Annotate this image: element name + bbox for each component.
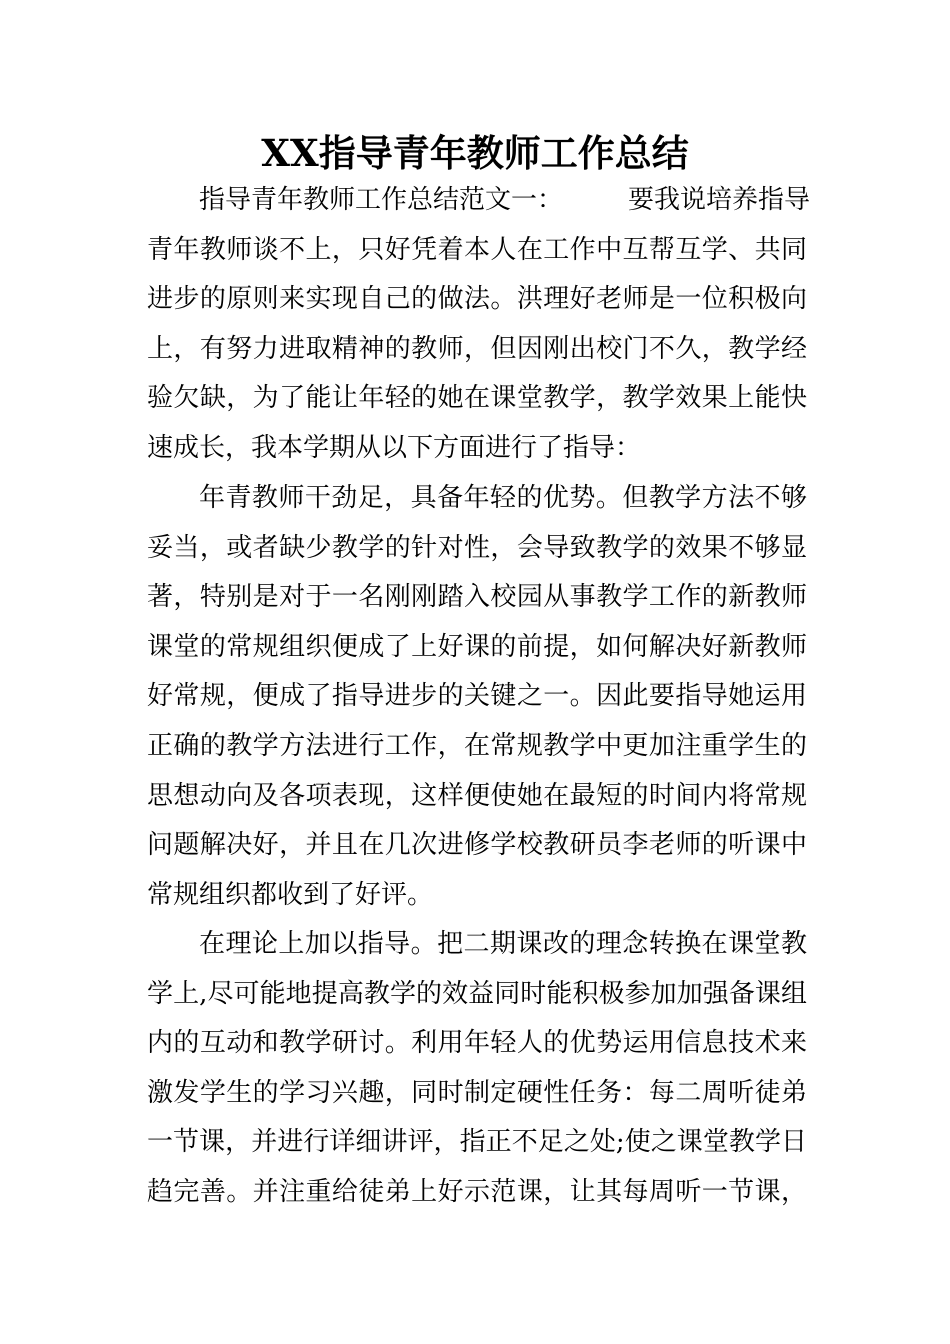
text-line: 正确的教学方法进行工作，在常规教学中更加注重学生的 bbox=[147, 730, 807, 761]
text-line: 激发学生的学习兴趣，同时制定硬性任务：每二周听徒弟 bbox=[147, 1077, 807, 1108]
text-line: 著，特别是对于一名刚刚踏入校园从事教学工作的新教师 bbox=[147, 582, 807, 613]
text-line: 上，有努力进取精神的教师，但因刚出校门不久，教学经 bbox=[147, 333, 807, 364]
text-line: 常规组织都收到了好评。 bbox=[147, 879, 434, 910]
text-line: 进步的原则来实现自己的做法。洪理好老师是一位积极向 bbox=[147, 284, 807, 315]
text-line: 好常规，便成了指导进步的关键之一。因此要指导她运用 bbox=[147, 681, 807, 712]
text-line: 在理论上加以指导。把二期课改的理念转换在课堂教 bbox=[199, 929, 807, 959]
text-line: 趋完善。并注重给徒弟上好示范课，让其每周听一节课， bbox=[147, 1176, 807, 1207]
text-line: 学上,尽可能地提高教学的效益同时能积极参加加强备课组 bbox=[147, 978, 807, 1009]
paragraph-3 bbox=[147, 920, 807, 1218]
text-line: 问题解决好，并且在几次进修学校教研员李老师的听课中 bbox=[147, 830, 807, 861]
text-line: 指导青年教师工作总结范文一： 要我说培养指导 bbox=[199, 185, 811, 215]
text-line: 验欠缺，为了能让年轻的她在课堂教学，教学效果上能快 bbox=[147, 383, 807, 414]
document-title: XX指导青年教师工作总结 bbox=[261, 131, 689, 175]
paragraph-1 bbox=[147, 176, 811, 474]
paragraph-2 bbox=[147, 474, 807, 920]
text-line: 思想动向及各项表现，这样便使她在最短的时间内将常规 bbox=[147, 780, 807, 811]
text-line: 妥当，或者缺少教学的针对性，会导致教学的效果不够显 bbox=[147, 532, 807, 563]
text-line: 年青教师干劲足，具备年轻的优势。但教学方法不够 bbox=[199, 483, 807, 513]
text-line: 一节课，并进行详细讲评，指正不足之处;使之课堂教学日 bbox=[147, 1127, 807, 1158]
text-line: 青年教师谈不上，只好凭着本人在工作中互帮互学、共同 bbox=[147, 234, 807, 265]
text-line: 课堂的常规组织便成了上好课的前提，如何解决好新教师 bbox=[147, 631, 807, 662]
text-line: 速成长，我本学期从以下方面进行了指导： bbox=[147, 432, 642, 463]
text-line: 内的互动和教学研讨。利用年轻人的优势运用信息技术来 bbox=[147, 1028, 807, 1059]
